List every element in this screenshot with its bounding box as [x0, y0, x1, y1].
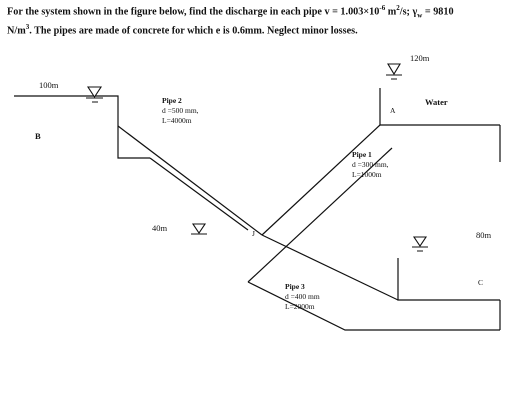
specific-weight-value: = 9810	[422, 6, 454, 18]
junction-label: J	[252, 229, 255, 238]
viscosity-value: v = 1.003×10	[324, 6, 380, 18]
elevation-a-label: 120m	[410, 53, 430, 63]
junction-level-icon	[193, 224, 205, 233]
pipe-2-name: Pipe 2	[162, 96, 182, 105]
viscosity-exponent: -6	[379, 4, 386, 12]
pipe-3-length: L=2000m	[285, 302, 315, 311]
elevation-c-label: 80m	[476, 230, 492, 240]
roughness-symbol: e	[215, 25, 221, 37]
pipe-1-length: L=1000m	[352, 170, 382, 179]
elevation-b-label: 100m	[39, 80, 59, 90]
roughness-value: 0.6mm	[232, 25, 262, 37]
pipe-3-diameter: d =400 mm	[285, 292, 320, 301]
specific-weight-subscript: w	[417, 11, 423, 20]
pipe-2-bottom-line	[150, 158, 248, 230]
pipe-3-name: Pipe 3	[285, 282, 305, 291]
unit-exponent: 2	[396, 4, 400, 12]
problem-text-2: . The pipes are made of concrete for which	[29, 25, 216, 37]
problem-text-3: is	[220, 25, 233, 37]
reservoir-c-outline	[398, 258, 500, 300]
pipe-2-diameter: d =500 mm,	[162, 106, 199, 115]
pipe-1-diameter: d =300 mm,	[352, 160, 389, 169]
specific-weight-unit: N/m	[7, 25, 26, 37]
pipe-2-length: L=4000m	[162, 116, 192, 125]
water-level-c-icon	[414, 237, 426, 246]
water-level-a-icon	[388, 64, 400, 74]
viscosity-unit: m	[385, 6, 397, 18]
reservoir-b-outline	[14, 96, 150, 158]
problem-text-4: . Neglect minor losses.	[261, 25, 358, 37]
reservoir-c-label: C	[478, 278, 484, 287]
pipe-2-top-line	[118, 126, 262, 235]
pipe-1-name: Pipe 1	[352, 150, 372, 159]
specific-weight-symbol: /s; γ	[399, 6, 418, 18]
reservoir-b-label: B	[35, 131, 41, 141]
water-label: Water	[425, 97, 448, 107]
junction-elevation-label: 40m	[152, 223, 168, 233]
problem-text: For the system shown in the figure below, find the discharge in each pipe	[7, 6, 325, 18]
pipe-1-top-line	[262, 125, 380, 235]
unit-exponent-cube: 3	[25, 23, 30, 32]
pipe-3-top-line	[262, 235, 398, 300]
reservoir-a-label: A	[390, 106, 396, 115]
